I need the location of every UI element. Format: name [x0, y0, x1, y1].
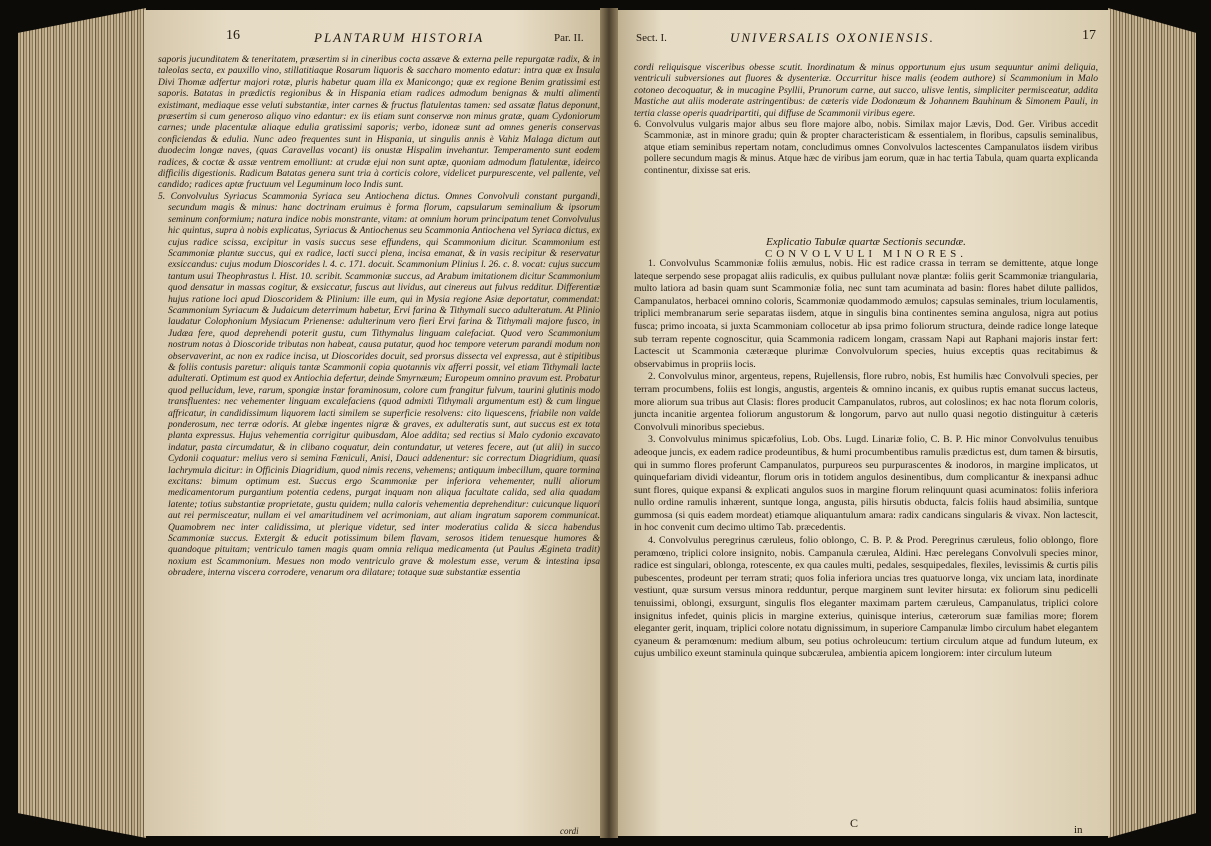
right-catchword: in — [1074, 824, 1083, 836]
species-entry: 4. Convolvulus peregrinus cæruleus, folio oblongo, C. B. P. & Prod. Peregrinus cæruleus, folio oblongo, flore peramœno, triplici colore insignito, nobis. Campanula cærulea, Aldini. Hæc perelegans Convolvuli species minor, radice est singulari, oblonga, rotescente, ex qua caules multi, pedales, sesquipedales, flexiles, levissimis & curtis pilis pubescentes, prodeunt per terram strati; quos folia inferiora uncias tres quatuorve longa, vix unciam lata, inordinate vestiunt, quæ sursum versus minora redduntur, perque marginem sunt leviter hirsuta: ex foliorum sinu pedicelli tenuissimi, oblongi, exsurgunt, singulis flos eleganter maximam partem cæruleus, Campanulatus, triplici colore insignitus infedet, quinis plicis in margine exterius, quinisque interius, cæterorum suæ familias more; florem eleganter gerit, inquam, triplici colore notatu dignissimum, in superiore Campanulæ limbo circulum habet elegantem cyaneum & peramœnum: medium album, seu potius ochroleucum: tertium circulum atque ad fundum luteum, ex cujus umbilico exeunt staminula quinque subcærulea, ambientia apicem longiorem: inter circulum luteum — [634, 535, 1099, 660]
left-folio: 16 — [226, 28, 240, 43]
right-folio: 17 — [1082, 28, 1096, 43]
signature-mark: C — [850, 816, 859, 830]
right-top-text — [634, 62, 1098, 176]
species-entry: 2. Convolvulus minor, argenteus, repens, Rujellensis, flore rubro, nobis, Est humilis hæc Convolvuli species, per terram procumbens, foliis est longis, angustis, argenteis & omnino incanis, ex quibus ruptis emanat succus lacteus, more aliorum sua tribus aut Clasis: flores producit Campanulatos, rubros, aut coloslinos; ex hac nota florum coloris, juncta incanitie argentea foliorum angustorum & longorum, parvo aut nullo quasi negotio distinguitur à cæteris Convolvuli minoribus speciebus. — [634, 371, 1098, 433]
left-page — [144, 10, 606, 836]
right-main-text — [634, 258, 1098, 661]
right-section-label: Sect. I. — [636, 32, 667, 44]
left-catchword: cordi — [560, 826, 579, 836]
left-part-label: Par. II. — [554, 32, 584, 44]
plate-caption-title: Explicatio Tabulæ quartæ Sectionis secundæ. — [766, 236, 966, 248]
left-paragraph-2: 5. Convolvulus Syriacus Scammonia Syriaca seu Antiochena dictus. Omnes Convolvuli constant purgandi, secundum magis & minus: hanc doctrinam eruimus è forma florum, capsularum seminalium & ipsorum seminum conformium; natura indice nobis monstrante, vitam: at omnium horum principatum tenet Convolvulus hic quintus, supra à nobis explicatus, Syriacus & Antiochenus seu Scammonia Antiochena vel Syriaca dictus, ex cujus radice scissa, excipitur in vasis succus sese effundens, qui Scammonium dicitur. Scammonium est Scammoniæ plantæ succus, qui ex radice, lacti succi plena, incisa emanat, & in vasis recipitur & reservatur exsiccandus: cujus modum Dioscorides l. 4. c. 171. docuit. Scammonium Plinius l. 26. c. 8. vocat: cujus succum tantum usui Theophrastus l. Hist. 10. scribit. Scammoniæ succus, ad Arabum imitationem dicitur Scammonium quod densatur in massas cogitur, & exsiccatur, fuscus aut lividus, aut cinereus aut fulvus redditur. Differentiæ hujus ratione loci apud Dioscoridem & Plinium: ille eum, qui in Mysia regione Asiæ deportatur, commendat: Scammonium Syriacum & Judaicum deterrimum habetur, Ervi farina & Tithymali succo adulteratum. At Plinio laudatur Colophonium Mysiacum Prienense: adulterinum vero fieri Ervi farina & Tithymali majore fusco, in Judæa fere, quod deprehendi poterit gustu, cum Tithymalus linguam calefaciat. Quod vero Scammonium nostrum notas à Dioscoride tributas non habeat, causa putatur, quod hoc tempore veterum parandi modum non observaverint, ac non ex radice incisa, ut Dioscorides docuit, sed prorsus dissecta vel expressa, aut è stipitibus & foliis contusis paretur: aliquis tantæ Scammonii copia quotannis vix afferri possit, vel etiam Tithymali lacte adulterati. Optimum est quod ex Antiochia defertur, deinde Smyrnæum; Europeum omnino pravum est. Probatur quod pellucidum, leve, rarum, spongiæ instar foraminosum, colore cum frangitur fulvum, taurini glutinis modo transfluentes: nec vehementer linguam excalefaciens (quod admixti Tithymali argumentum est) & cum lingue affricatur, in candidissimum liquorem lacti similem se superficie resolvens: cito liquescens, friabile non valde ponderosum, nec terræ odoris. At glebæ ingentes nigræ & graves, ex adulteratis sunt, aut succus est ex tota planta expressus. Hujus vehementia corrigitur quibusdam, Aloe addita; sed rectius si Malo cydonio excavato indatur, pasta circumdatur, & in clibano coquatur, dein contundatur, ut veteres fecere, aut (ut alii) in succo Cydonii coquatur: melius vero si semina Fœniculi, Anisi, Dauci addenentur: sic correctum Diagridium, quasi lachrymula dicitur: in Officinis Diagridium, quod nimis recens, vehemens; antiquum imbecillum, quare tormina excitans: bimum optimum est. Succus ergo Scammoniæ per inferiora vehementer, nulli aliorum medicamentorum purgantium potentia cedens, purgat inquam non aliqua facultate calida, sed alia quadam latente; totius substantiæ proprietate, gustu quidem; nulla caloris vehementia deprehenditur: cuicunque liquori aut rei permisceatur, nullam ei vel amaritudinem vel acrimoniam, aut aliam ingratum saporem communicat. Quamobrem nec inter calidissima, ut plerique videtur, sed inter moderatius calida & sicca habendus Scammoniæ succus. Extergit & educit potissimum bilem flavam, serosos itidem tenuesque humores & quandoque pituitam; ventriculo tamen magis quam omnia reliqua medicamenta (ut Paulus Ægineta tradit) noxium est Scammonium. Mesues non modo ventriculo grave & molestum esse, verum & intestina ipsa obradere, interna viscera corrodere, venarum ora dilatare; totaque suæ substantiæ essentia — [158, 190, 600, 579]
left-running-head: PLANTARUM HISTORIA — [314, 30, 485, 45]
right-top-paragraph-1: cordi reliquisque visceribus obesse scutit. Inordinatum & minus opportunum ejus usum sequuntur animi deliquia, ventriculi subversiones aut fluores & dysenteriæ. Occurritur hisce malis (eodem authore) si Scammonium in Malo cotoneo decoquatur, & in mucagine Psyllii, Prunorum carne, aut succo, ulisve lentis, simpliciter permisceatur, addita Mastiche aut aliis moderate astringentibus: de cæteris vide Dodonæum & Johannem Bauhinum & Simonem Pauli, in tertia classe operis quadripartiti, qui diffuse de Scammonii viribus egere. — [634, 62, 1098, 119]
right-page-edges — [1108, 8, 1196, 838]
left-body-text — [158, 54, 600, 579]
left-page-edges — [18, 8, 146, 838]
right-running-head: UNIVERSALIS OXONIENSIS. — [730, 30, 935, 45]
species-entry: 3. Convolvulus minimus spicæfolius, Lob. Obs. Lugd. Linariæ folio, C. B. P. Hic minor Convolvulus tenuibus adeoque juncis, ex eadem radice prodeuntibus, & humi procumbentibus ramulis prædictus est, dum tamen & birsutis, qui in summo flores proferunt Campanulatos, purpureos seu purpurascentes & inodoros, in margine implicatos, ut quinquefariam dividi videantur, florum oris in totidem angulos desinentibus, dum complicantur & inexpansi adhuc sunt flores, quique expansi & explicati angulos suos in margine florum relinquunt quasi acuminatos: foliis inferiora nullo ordine ramulis inhærent, suntque longa, angusta, pilis hirsutis obducta, falcis foliis haud absimilia, suntque gummosa (si quis eadem mordeat) etiamque aliquantulum amara: radix candicans singularis & vivax. Non lactescit, in hoc convenit cum decimo ultimo Tab. præcedentis. — [634, 434, 1098, 534]
right-page — [612, 10, 1110, 836]
plate-caption-heading: CONVOLVULI MINORES. — [764, 248, 968, 260]
book-gutter — [600, 8, 618, 838]
species-entry: 1. Convolvulus Scammoniæ foliis æmulus, nobis. Hic est radice crassa in terram se demittente, atque longe lateque serpendo sese propagat aliis radiculis, ex quibus pullulant novæ plantæ: foliis gerit Scammoniæ triangularia, multo latiora ad basin quam sunt Scammoniæ folia, nec sunt tam acuminata ad basin: flores habet dilute pallidos, Campanulatos, herbacei omnino coloris, Scammoniæ quodammodo æmulos; capsulas seminales, trium loculamentis, triplici membranarum serie separatas iisdem, atque in singulis bina continentes semina angulosa, nigra aut potius fusca; primo incoata, si juxta Scammoniam collocetur ab ipsa primo foliorum structura, deinde radice longe lateque sub terram repente cognoscitur, quia Scammonia radicem longam, crassam Napi aut Raphani majoris instar fert: Lactescit ut Scammonia cæteræque plurimæ Convolvulorum species, huius exceptis quas recitabimus & observabimus in propriis locis. — [634, 258, 1098, 370]
left-paragraph-1: saporis jucunditatem & teneritatem, præsertim si in cineribus cocta assæve & externa pelle repurgatæ radix, & in taleolas secta, ex pauxillo vino, stillatitiaque Rosarum liquoris & saccharo momento edatur: intra quæ ex Insula Divi Thomæ adfertur majori rotæ, pluris habetur quam illa ex Manicongo; quæ ex regione Benim gratissimi est saporis. Batatas in prædictis regionibus & in Hispania etiam radices admodum benignas & multi alimenti existimant, mediaque esse veluti substantiæ, inter carnes & fructus flatulentas tamen: sed assatæ flatus deponunt, præsertim si cum generoso aliquo vino edantur: ex iis etiam sunt conservæ non minus gratæ, quam Cydoniorum carnes; unde placentulæ aliaque edulia gratissimi saporis; verbo, idoneæ sunt ad omnes generis conservas conficiendas & edulia. Nunc adeo frequentes sunt in Hispania, ut singulis annis è Vahiz Malaga dictum aut duodecim longæ naves, (quas Caravellas vocant) iis onustæ Hispalim invehantur. Temperamento sunt eodem radices, & coctæ & assæ ventrem emolliunt: at crudæ ejui non sunt aptæ, quoniam admodum flatulentæ, ideirco difficilis digestionis. Radicum Batatas genera sunt tria à corticis colore, videlicet purpurescente, vel pallente, vel candido; radices aptæ fructuum vel Leguminum loco Indis sunt. — [158, 54, 600, 191]
right-top-paragraph-2: 6. Convolvulus vulgaris major albus seu flore majore albo, nobis. Similax major Lævis, Dod. Ger. Viribus accedit Scammoniæ, ast in minore gradu; quin & propter characteristicam & essentialem, in floribus, capsulis seminalibus, atque etiam seminibus repertam notam, concludimus omnes Convolvulos lactescentes Campanulatos iisdem viribus pollere secundum magis & minus. Atque hæc de viribus jam eorum, quæ in hac tertia Tabula, quam quarta explicanda continentur, dixisse sat eris. — [634, 119, 1098, 176]
